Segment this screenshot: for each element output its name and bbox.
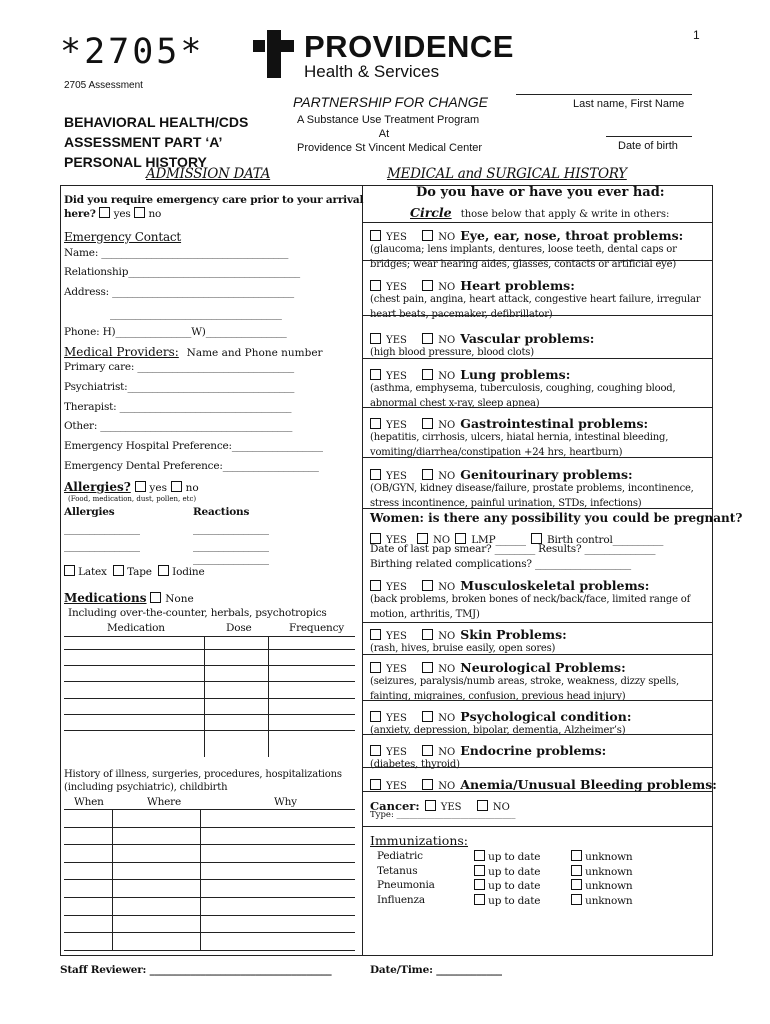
medication-row-line xyxy=(64,698,355,699)
up-to-date-option xyxy=(474,879,540,892)
section-divider xyxy=(362,222,713,223)
condition-no-checkbox[interactable] xyxy=(422,469,433,480)
condition-description: (diabetes, thyroid) xyxy=(370,759,460,770)
condition-no-checkbox[interactable] xyxy=(422,418,433,429)
other-provider-field[interactable]: Other: ______________________________________ xyxy=(64,420,293,432)
unknown-label: unknown xyxy=(585,894,633,907)
row-divider xyxy=(362,734,713,735)
up-to-date-option xyxy=(474,894,540,907)
no-label: NO xyxy=(438,631,456,642)
unknown-label: unknown xyxy=(585,851,633,863)
emergency-no-checkbox[interactable] xyxy=(134,207,145,218)
condition-no-checkbox[interactable] xyxy=(422,230,433,241)
reaction-entry[interactable]: _______________ xyxy=(193,553,269,565)
condition-yes-checkbox[interactable] xyxy=(370,280,381,291)
condition-description: (back problems, broken bones of neck/back/face, limited range of motion, arthritis, TMJ) xyxy=(370,594,691,620)
up-to-date-option xyxy=(474,865,540,878)
unknown-option xyxy=(571,865,632,878)
cross-icon xyxy=(253,30,295,78)
admission-heading: ADMISSION DATA xyxy=(146,166,271,182)
assessment-label: 2705 Assessment xyxy=(64,80,143,91)
condition-no-checkbox[interactable] xyxy=(422,745,433,756)
program-line: At xyxy=(378,128,390,140)
frequency-column: Frequency xyxy=(289,622,344,634)
row-divider xyxy=(362,260,713,261)
circle-instruction-rest: those below that apply & write in others: xyxy=(460,209,670,220)
condition-yes-checkbox[interactable] xyxy=(370,711,381,722)
condition-no-checkbox[interactable] xyxy=(422,333,433,344)
unknown-option xyxy=(571,850,632,863)
no-label: no xyxy=(148,208,162,220)
birth-control-field[interactable]: Birth control__________ xyxy=(546,534,664,546)
row-divider xyxy=(362,622,713,623)
when-column: When xyxy=(74,796,104,808)
condition-yes-checkbox[interactable] xyxy=(370,745,381,756)
condition-description: (asthma, emphysema, tuberculosis, coughing, coughing blood, abnormal chest x-ray, sleep apnea) xyxy=(370,383,676,409)
allergy-entry[interactable]: _______________ xyxy=(64,523,140,535)
condition-title: Endocrine problems: xyxy=(460,743,607,758)
unknown-label: unknown xyxy=(585,880,633,892)
medical-history-heading: MEDICAL and SURGICAL HISTORY xyxy=(387,166,627,182)
condition-yes-checkbox[interactable] xyxy=(370,369,381,380)
up-to-date-checkbox[interactable] xyxy=(474,879,485,890)
no-label: NO xyxy=(438,582,456,593)
up-to-date-label: up to date xyxy=(488,865,541,878)
condition-yes-checkbox[interactable] xyxy=(370,469,381,480)
page-number: 1 xyxy=(693,28,700,42)
history-label: History of illness, surgeries, procedures, hospitalizations xyxy=(64,769,342,780)
allergies-yes-checkbox[interactable] xyxy=(135,481,146,492)
form-code: *2705* xyxy=(60,32,205,72)
history-row-line xyxy=(64,862,355,863)
condition-description: (anxiety, depression, bipolar, dementia, Alzheimer’s) xyxy=(370,725,626,736)
form-title xyxy=(64,112,248,172)
yes-label: YES xyxy=(386,371,407,382)
name-label: Last name, First Name xyxy=(573,98,685,110)
condition-no-checkbox[interactable] xyxy=(422,280,433,291)
row-divider xyxy=(362,407,713,408)
medication-column-line xyxy=(204,636,205,757)
condition-description: (hepatitis, cirrhosis, ulcers, hiatal hernia, intestinal bleeding, vomiting/diarrhea/constipation +24 hrs, heartburn) xyxy=(370,432,669,458)
immunization-name: Tetanus xyxy=(377,864,418,877)
medications-row xyxy=(64,591,194,605)
why-column: Why xyxy=(274,796,297,808)
tape-checkbox[interactable] xyxy=(113,565,124,576)
providence-cross-logo xyxy=(253,30,295,74)
condition-no-checkbox[interactable] xyxy=(422,580,433,591)
primary-care-field[interactable]: Primary care: _______________________________ xyxy=(64,361,294,373)
contact-name-field[interactable]: Name: _____________________________________ xyxy=(64,247,289,259)
lmp-field[interactable]: LMP______ xyxy=(471,534,526,546)
frame-right xyxy=(712,185,713,955)
medication-row-line xyxy=(64,681,355,682)
phone-field[interactable]: Phone: H)_______________W)________________ xyxy=(64,326,287,338)
allergies-column: Allergies xyxy=(64,506,115,518)
history-row-line xyxy=(64,879,355,880)
name-line xyxy=(516,94,692,95)
latex-tape-iodine-row xyxy=(64,565,205,578)
form-title-line: ASSESSMENT PART ‘A’ xyxy=(64,134,223,150)
providers-subtitle: Name and Phone number xyxy=(186,347,323,359)
therapist-field[interactable]: Therapist: __________________________________ xyxy=(64,401,292,413)
cancer-type-field[interactable]: Type: ____________________________ xyxy=(370,810,516,820)
emergency-question: Did you require emergency care prior to your arrival xyxy=(64,194,364,206)
address-field[interactable]: Address: ____________________________________ xyxy=(64,286,294,298)
yes-label: YES xyxy=(386,582,407,593)
program-info xyxy=(297,113,483,155)
history-row-line xyxy=(64,950,355,951)
condition-title: Genitourinary problems: xyxy=(460,467,633,482)
pap-smear-field[interactable]: Date of last pap smear? ________ Results? ______________ xyxy=(370,543,656,555)
no-label: NO xyxy=(492,802,510,813)
section-divider xyxy=(362,791,713,792)
condition-yes-checkbox[interactable] xyxy=(370,580,381,591)
yes-label: YES xyxy=(386,747,407,758)
here-label: here? xyxy=(64,208,96,220)
none-label: None xyxy=(165,593,194,605)
section-divider xyxy=(362,826,713,827)
pregnancy-question: Women: is there any possibility you could be pregnant? xyxy=(370,511,743,525)
iodine-label: Iodine xyxy=(172,566,205,578)
frame-bottom xyxy=(60,955,713,956)
latex-checkbox[interactable] xyxy=(64,565,75,576)
up-to-date-label: up to date xyxy=(488,894,541,907)
medication-column-line xyxy=(268,636,269,757)
no-label: NO xyxy=(438,664,456,675)
condition-description: (seizures, paralysis/numb areas, stroke, weakness, dizzy spells, fainting, migraines, confusion, previous head injury) xyxy=(370,676,679,702)
iodine-checkbox[interactable] xyxy=(158,565,169,576)
unknown-label: unknown xyxy=(585,865,633,878)
condition-title: Psychological condition: xyxy=(460,709,632,724)
yes-label: YES xyxy=(386,335,407,346)
yes-label: YES xyxy=(386,420,407,431)
program-line: Providence St Vincent Medical Center xyxy=(297,142,483,154)
row-divider xyxy=(362,315,713,316)
no-label: NO xyxy=(433,535,451,546)
relationship-field[interactable]: Relationship__________________________________ xyxy=(64,266,300,278)
condition-yes-checkbox[interactable] xyxy=(370,333,381,344)
unknown-checkbox[interactable] xyxy=(571,894,582,905)
condition-title: Eye, ear, nose, throat problems: xyxy=(460,228,684,243)
yes-label: YES xyxy=(386,232,407,243)
unknown-option xyxy=(571,894,632,907)
cancer-label: Cancer: xyxy=(370,799,420,813)
row-divider xyxy=(362,508,713,509)
condition-no-checkbox[interactable] xyxy=(422,629,433,640)
form-title-line: BEHAVIORAL HEALTH/CDS xyxy=(64,114,249,130)
allergy-types: (Food, medication, dust, pollen, etc) xyxy=(68,495,197,503)
immunization-name: Pediatric xyxy=(377,850,423,862)
allergies-heading: Allergies? xyxy=(64,480,131,494)
no-label: NO xyxy=(438,713,456,724)
yes-label: YES xyxy=(386,713,407,724)
condition-title: Lung problems: xyxy=(460,367,571,382)
row-divider xyxy=(362,700,713,701)
yes-label: YES xyxy=(386,664,407,675)
partnership-label: PARTNERSHIP FOR CHANGE xyxy=(293,94,488,110)
circle-instruction xyxy=(410,202,669,221)
condition-yes-checkbox[interactable] xyxy=(370,418,381,429)
psychiatrist-field[interactable]: Psychiatrist:_________________________________ xyxy=(64,381,295,393)
condition-yes-checkbox[interactable] xyxy=(370,779,381,790)
condition-description: (OB/GYN, kidney disease/failure, prostate problems, incontinence, stress incontinence, painful urination, STDs, infections) xyxy=(370,483,694,509)
history-column-line xyxy=(112,809,113,950)
condition-title: Vascular problems: xyxy=(460,331,595,346)
history-column-line xyxy=(200,809,201,950)
reaction-entry[interactable]: _______________ xyxy=(193,523,269,535)
condition-no-checkbox[interactable] xyxy=(422,662,433,673)
immunization-name: Pneumonia xyxy=(377,879,435,891)
row-divider xyxy=(362,767,713,768)
no-label: NO xyxy=(438,371,456,382)
yes-label: yes xyxy=(113,208,131,220)
logo-subtitle: Health & Services xyxy=(304,62,440,81)
yes-label: YES xyxy=(386,631,407,642)
have-you-had-question: Do you have or have you ever had: xyxy=(416,185,665,200)
condition-title: Skin Problems: xyxy=(460,627,567,642)
up-to-date-option xyxy=(474,850,540,863)
medication-row-line xyxy=(64,665,355,666)
medication-row-line xyxy=(64,714,355,715)
circle-word: Circle xyxy=(410,205,452,220)
yes-label: yes xyxy=(149,482,167,494)
condition-title: Neurological Problems: xyxy=(460,660,626,675)
history-label-cont: (including psychiatric), childbirth xyxy=(64,782,228,793)
history-row-line xyxy=(64,844,355,845)
logo-name: PROVIDENCE xyxy=(304,29,514,64)
up-to-date-checkbox[interactable] xyxy=(474,865,485,876)
dose-column: Dose xyxy=(226,622,252,634)
history-row-line xyxy=(64,827,355,828)
unknown-checkbox[interactable] xyxy=(571,879,582,890)
yes-label: YES xyxy=(386,471,407,482)
immunizations-heading: Immunizations: xyxy=(370,833,469,848)
medication-row-line xyxy=(64,649,355,650)
medications-none-checkbox[interactable] xyxy=(150,592,161,603)
no-label: no xyxy=(185,482,199,494)
medication-row-line xyxy=(64,730,355,731)
address-line-2[interactable]: __________________________________ xyxy=(110,308,282,320)
no-label: NO xyxy=(438,232,456,243)
form-title-line: PERSONAL HISTORY xyxy=(64,154,207,170)
medication-row-line xyxy=(64,636,355,637)
where-column: Where xyxy=(147,796,182,808)
history-row-line xyxy=(64,932,355,933)
yes-label: YES xyxy=(386,535,407,546)
up-to-date-checkbox[interactable] xyxy=(474,850,485,861)
yes-label: YES xyxy=(440,802,462,813)
no-label: NO xyxy=(438,282,456,293)
no-label: NO xyxy=(438,420,456,431)
no-label: NO xyxy=(438,471,456,482)
no-label: NO xyxy=(438,335,456,346)
emergency-question-cont xyxy=(64,207,161,220)
condition-description: (chest pain, angina, heart attack, congestive heart failure, irregular heart beats, pacemaker, defibrillator) xyxy=(370,294,701,320)
reactions-column: Reactions xyxy=(193,506,250,518)
dental-preference-field[interactable]: Emergency Dental Preference:___________________ xyxy=(64,460,319,472)
unknown-checkbox[interactable] xyxy=(571,865,582,876)
allergies-no-checkbox[interactable] xyxy=(171,481,182,492)
condition-description: (high blood pressure, blood clots) xyxy=(370,347,534,358)
condition-yes-checkbox[interactable] xyxy=(370,230,381,241)
unknown-checkbox[interactable] xyxy=(571,850,582,861)
condition-no-checkbox[interactable] xyxy=(422,369,433,380)
condition-description: (glaucoma; lens implants, dentures, loose teeth, dental caps or bridges; wear hearing aides, glasses, contacts or artificial eye) xyxy=(370,244,677,270)
condition-title: Heart problems: xyxy=(460,278,575,293)
tape-label: Tape xyxy=(127,566,152,578)
medication-column: Medication xyxy=(107,622,165,634)
dob-line xyxy=(606,136,692,137)
allergy-entry[interactable]: _______________ xyxy=(64,540,140,552)
no-label: NO xyxy=(438,747,456,758)
medications-heading: Medications xyxy=(64,591,147,605)
birthing-complications-field[interactable]: Birthing related complications? ___________________ xyxy=(370,558,631,570)
latex-label: Latex xyxy=(78,566,107,578)
providers-title: Medical Providers: xyxy=(64,345,179,359)
yes-label: YES xyxy=(386,282,407,293)
condition-title: Gastrointestinal problems: xyxy=(460,416,649,431)
dob-label: Date of birth xyxy=(618,140,678,152)
program-line: A Substance Use Treatment Program xyxy=(297,114,480,126)
row-divider xyxy=(362,358,713,359)
emergency-yes-checkbox[interactable] xyxy=(99,207,110,218)
row-divider xyxy=(362,457,713,458)
condition-title: Anemia/Unusual Bleeding problems: xyxy=(460,777,717,792)
yes-label: YES xyxy=(386,781,407,792)
condition-yes-checkbox[interactable] xyxy=(370,662,381,673)
emergency-contact-heading: Emergency Contact xyxy=(64,230,182,244)
hospital-preference-field[interactable]: Emergency Hospital Preference:__________________ xyxy=(64,440,323,452)
history-row-line xyxy=(64,809,355,810)
frame-middle xyxy=(362,185,363,955)
allergies-row xyxy=(64,480,199,494)
condition-no-checkbox[interactable] xyxy=(422,711,433,722)
condition-no-checkbox[interactable] xyxy=(422,779,433,790)
history-row-line xyxy=(64,915,355,916)
condition-description: (rash, hives, bruise easily, open sores) xyxy=(370,643,556,654)
date-time-field[interactable]: Date/Time: _____________ xyxy=(370,964,502,976)
staff-reviewer-field[interactable]: Staff Reviewer: ____________________________________ xyxy=(60,964,332,976)
condition-yes-checkbox[interactable] xyxy=(370,629,381,640)
no-label: NO xyxy=(438,781,456,792)
frame-left xyxy=(60,185,61,955)
immunization-name: Influenza xyxy=(377,893,425,906)
unknown-option xyxy=(571,879,632,892)
up-to-date-label: up to date xyxy=(488,880,541,892)
medications-subtitle: Including over-the-counter, herbals, psychotropics xyxy=(68,607,327,619)
history-row-line xyxy=(64,897,355,898)
medical-providers-heading xyxy=(64,345,323,359)
condition-title: Musculoskeletal problems: xyxy=(460,578,650,593)
up-to-date-label: up to date xyxy=(488,851,541,863)
up-to-date-checkbox[interactable] xyxy=(474,894,485,905)
row-divider xyxy=(362,654,713,655)
reaction-entry[interactable]: _______________ xyxy=(193,540,269,552)
